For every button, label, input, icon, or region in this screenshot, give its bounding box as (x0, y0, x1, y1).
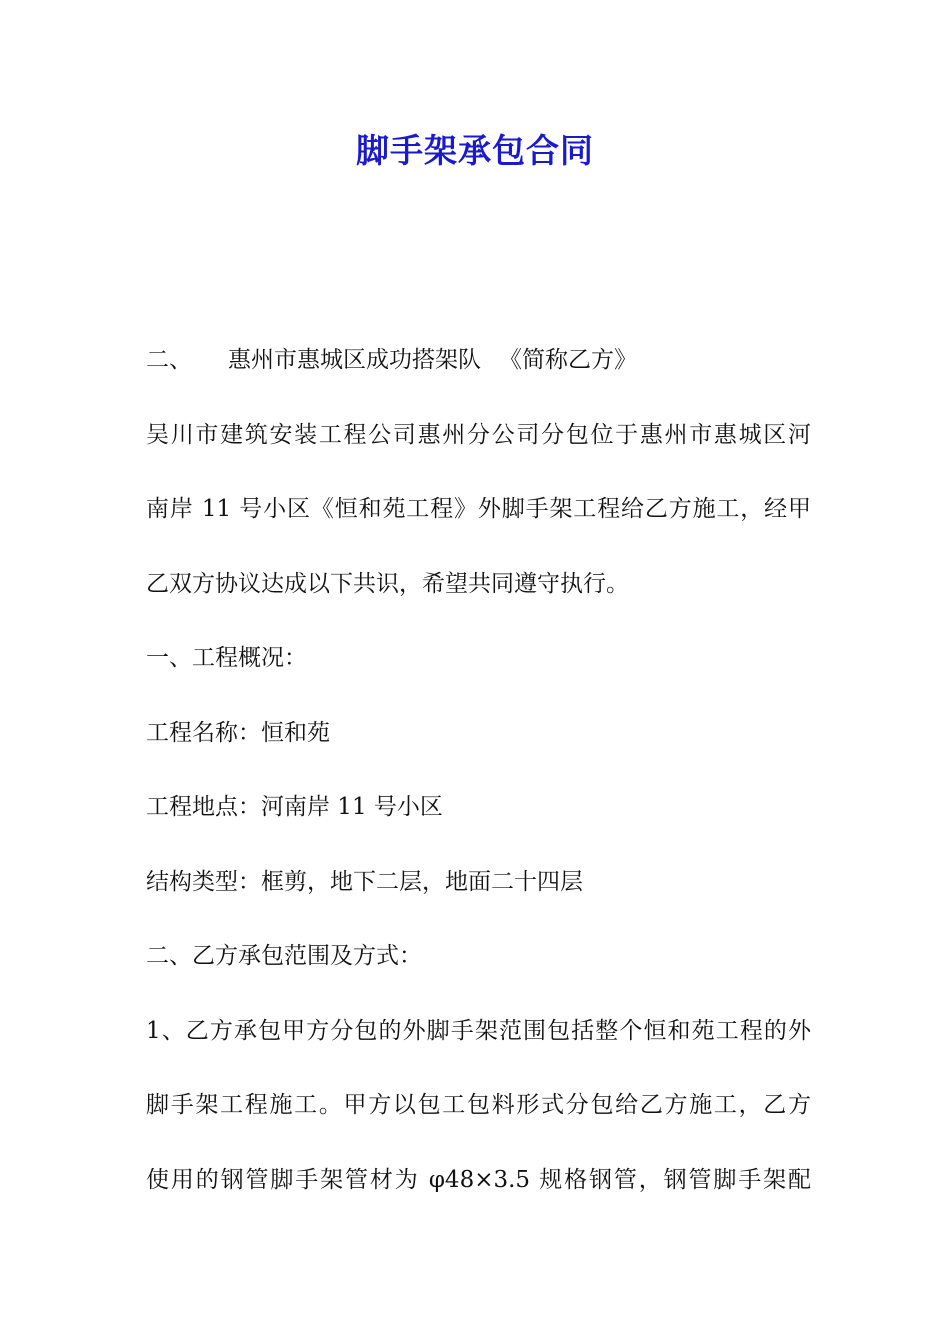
document-body (146, 335, 811, 1229)
structure-type-line: 结构类型：框剪，地下二层，地面二十四层 (146, 868, 583, 895)
section-heading: 二、乙方承包范围及方式： (146, 943, 422, 969)
project-location-line: 工程地点：河南岸 11 号小区 (146, 794, 443, 820)
party-name: 惠州市惠城区成功搭架队 (228, 347, 481, 373)
paragraph-line: 乙双方协议达成以下共识，希望共同遵守执行。 (146, 570, 629, 597)
party-number: 二、 (146, 347, 192, 373)
party-line (146, 335, 811, 410)
paragraph-line: 南岸 11 号小区《恒和苑工程》外脚手架工程给乙方施工，经甲 (146, 496, 811, 522)
paragraph-line: 脚手架工程施工。甲方以包工包料形式分包给乙方施工，乙方 (146, 1092, 811, 1118)
paragraph-line: 使用的钢管脚手架管材为 φ48×3.5 规格钢管，钢管脚手架配 (146, 1166, 811, 1193)
paragraph-line: 1、乙方承包甲方分包的外脚手架范围包括整个恒和苑工程的外 (146, 1017, 811, 1044)
paragraph-line: 吴川市建筑安装工程公司惠州分公司分包位于惠州市惠城区河 (146, 421, 811, 448)
party-alias: 《简称乙方》 (499, 347, 637, 373)
document-title: 脚手架承包合同 (356, 131, 594, 170)
project-name-line: 工程名称：恒和苑 (146, 719, 330, 746)
section-heading: 一、工程概况： (146, 645, 307, 671)
